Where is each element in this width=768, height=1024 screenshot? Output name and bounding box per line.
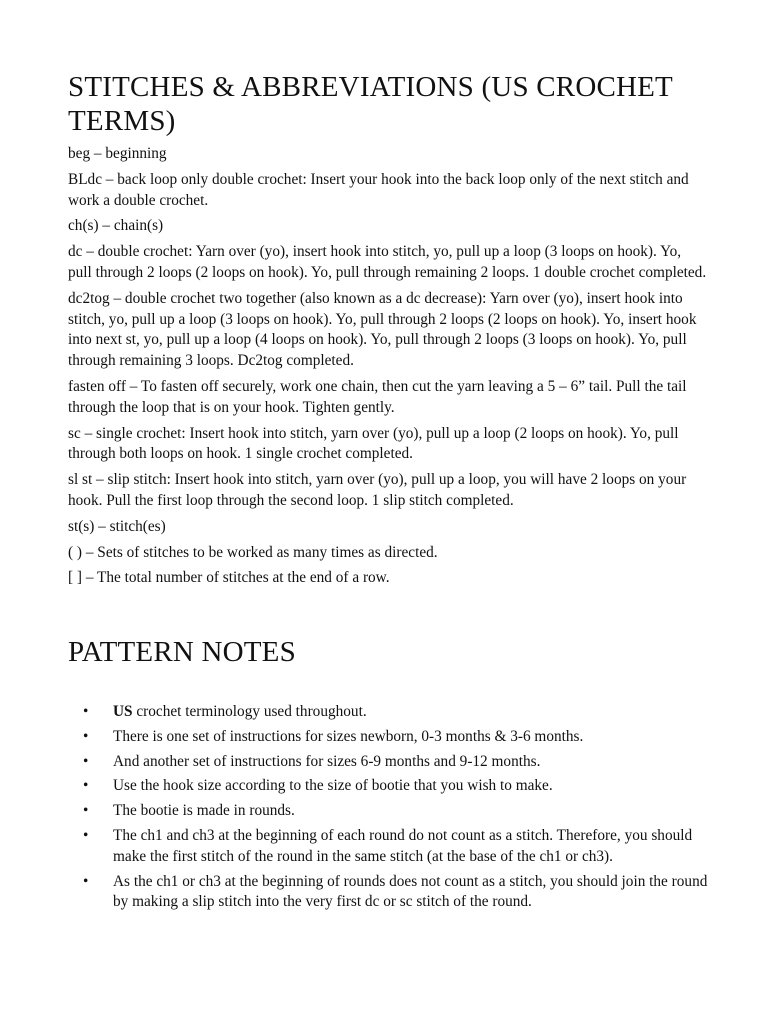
abbreviation-item: ( ) – Sets of stitches to be worked as many times as directed. bbox=[68, 543, 438, 561]
abbreviation-item: BLdc – back loop only double crochet: Insert your hook into the back loop only of the next stitch and work a double crochet. bbox=[68, 170, 689, 209]
pattern-notes-list bbox=[68, 702, 708, 917]
pattern-note-item bbox=[68, 727, 708, 748]
note-text: crochet terminology used throughout. bbox=[132, 703, 367, 720]
bullet-icon: • bbox=[83, 826, 89, 844]
abbreviation-item: st(s) – stitch(es) bbox=[68, 517, 166, 535]
abbreviations-list bbox=[68, 144, 708, 594]
bullet-icon: • bbox=[83, 872, 89, 890]
stitches-abbreviations-heading: STITCHES & ABBREVIATIONS (US CROCHET TERMS) bbox=[68, 71, 673, 137]
abbreviation-item: sc – single crochet: Insert hook into stitch, yarn over (yo), pull up a loop (2 loops on hook). Yo, pull through both loops on hook. 1 single crochet completed. bbox=[68, 424, 679, 463]
pattern-note-item bbox=[68, 872, 708, 914]
note-text: And another set of instructions for sizes 6-9 months and 9-12 months. bbox=[113, 752, 541, 770]
note-text: As the ch1 or ch3 at the beginning of rounds does not count as a stitch, you should join the round by making a slip stitch into the very first dc or sc stitch of the round. bbox=[113, 872, 708, 911]
pattern-note-item bbox=[68, 801, 708, 822]
abbreviation-item: ch(s) – chain(s) bbox=[68, 217, 164, 235]
pattern-note-item bbox=[68, 776, 708, 797]
pattern-note-item bbox=[68, 826, 708, 868]
bullet-icon: • bbox=[83, 727, 89, 745]
note-text: The ch1 and ch3 at the beginning of each round do not count as a stitch. Therefore, you should make the first stitch of the round in the same stitch (at the base of the ch1 or ch3). bbox=[113, 826, 693, 865]
bullet-icon: • bbox=[83, 752, 89, 770]
pattern-note-item bbox=[68, 752, 708, 773]
pattern-note-item bbox=[68, 702, 708, 723]
bullet-icon: • bbox=[83, 777, 89, 795]
abbreviation-item: beg – beginning bbox=[68, 145, 167, 162]
note-text: Use the hook size according to the size of bootie that you wish to make. bbox=[113, 777, 553, 795]
note-text: The bootie is made in rounds. bbox=[113, 802, 295, 820]
abbreviation-item: dc – double crochet: Yarn over (yo), insert hook into stitch, yo, pull up a loop (3 loops on hook). Yo, pull through 2 loops (2 loops on hook). Yo, pull through remaining 2 loops. 1 double crochet completed. bbox=[68, 243, 707, 281]
note-text: There is one set of instructions for sizes newborn, 0-3 months & 3-6 months. bbox=[113, 727, 584, 745]
abbreviation-item: fasten off – To fasten off securely, work one chain, then cut the yarn leaving a 5 – 6” tail. Pull the tail through the loop that is on your hook. Tighten gently. bbox=[68, 377, 687, 416]
bullet-icon: • bbox=[83, 703, 89, 720]
note-strong-text: US bbox=[113, 703, 133, 720]
bullet-icon: • bbox=[83, 802, 89, 820]
pattern-notes-heading: PATTERN NOTES bbox=[68, 636, 296, 668]
abbreviation-item: sl st – slip stitch: Insert hook into stitch, yarn over (yo), pull up a loop, you will have 2 loops on your hook. Pull the first loop through the second loop. 1 slip stitch completed. bbox=[68, 471, 687, 509]
abbreviation-item: [ ] – The total number of stitches at the end of a row. bbox=[68, 569, 390, 587]
abbreviation-item: dc2tog – double crochet two together (also known as a dc decrease): Yarn over (yo), insert hook into stitch, yo, pull up a loop (3 loops on hook). Yo, pull through 2 loops (2 loops on hook). Yo, insert hook into next st, yo, pull up a loop (4 loops on hook). Yo, pull through 2 loops (3 loops on hook). Yo, pull through remaining 3 loops. Dc2tog completed. bbox=[68, 289, 697, 370]
